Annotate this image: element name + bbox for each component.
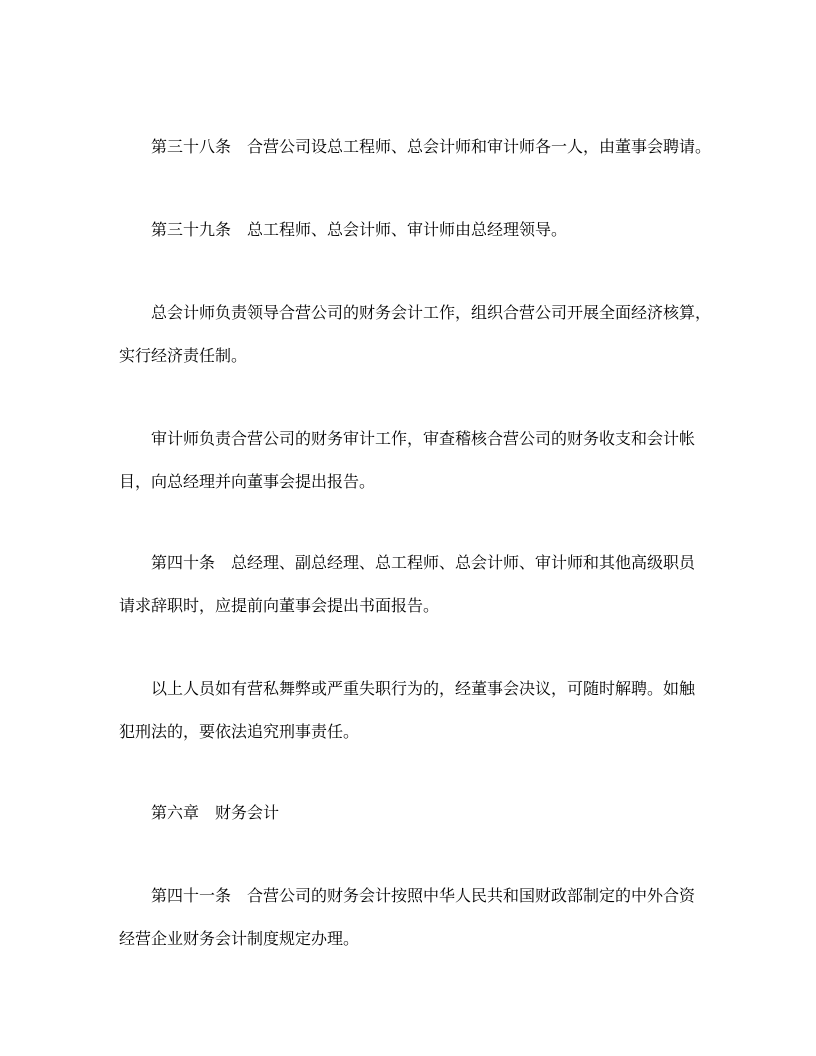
article-39: 第三十九条 总工程师、总会计师、审计师由总经理领导。 — [151, 220, 568, 239]
chief-accountant-duties-line-2: 实行经济责任制。 — [119, 346, 248, 365]
auditor-duties-line-2: 目，向总经理并向董事会提出报告。 — [119, 472, 376, 491]
dismissal-clause-line-2: 犯刑法的，要依法追究刑事责任。 — [119, 722, 360, 741]
dismissal-clause-line-1: 以上人员如有营私舞弊或严重失职行为的，经董事会决议，可随时解聘。如触 — [151, 679, 696, 698]
article-40-line-2: 请求辞职时，应提前向董事会提出书面报告。 — [119, 596, 440, 615]
article-41-line-1: 第四十一条 合营公司的财务会计按照中华人民共和国财政部制定的中外合资 — [151, 886, 696, 905]
auditor-duties-line-1: 审计师负责合营公司的财务审计工作，审查稽核合营公司的财务收支和会计帐 — [151, 429, 696, 448]
chief-accountant-duties-line-1: 总会计师负责领导合营公司的财务会计工作，组织合营公司开展全面经济核算， — [151, 303, 712, 322]
article-38: 第三十八条 合营公司设总工程师、总会计师和审计师各一人，由董事会聘请。 — [151, 137, 712, 156]
chapter-6-heading: 第六章 财务会计 — [151, 803, 280, 822]
article-41-line-2: 经营企业财务会计制度规定办理。 — [119, 929, 360, 948]
article-40-line-1: 第四十条 总经理、副总经理、总工程师、总会计师、审计师和其他高级职员 — [151, 553, 696, 572]
